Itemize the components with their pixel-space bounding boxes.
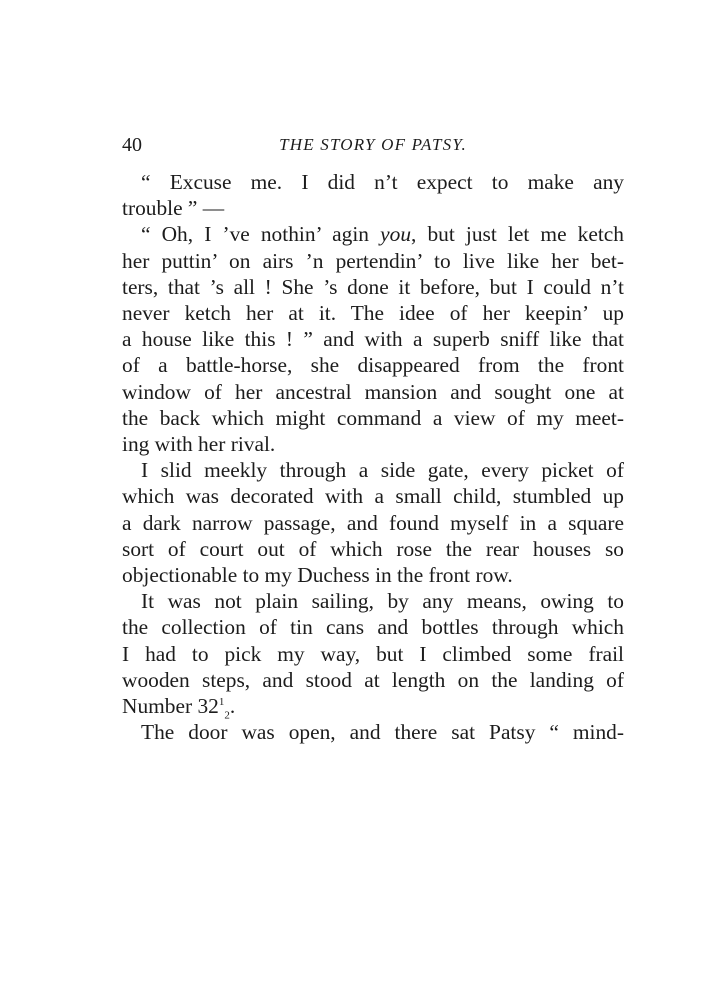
text-segment: . (229, 694, 236, 719)
text-line (122, 221, 624, 247)
running-head (122, 130, 624, 160)
text-line: “ Excuse me. I did n’t expect to make any (141, 170, 624, 194)
text-line: ters, that ’s all ! She ’s done it before, but I could n’t (122, 274, 624, 299)
text-line: I had to pick my way, but I climbed some frail (122, 641, 624, 666)
text-line: trouble ” — (122, 196, 225, 221)
text-line: ing with her rival. (122, 432, 276, 457)
text-line: sort of court out of which rose the rear houses so (122, 536, 624, 561)
text-line: her puttin’ on airs ’n pertendin’ to live like her bet- (122, 248, 624, 273)
text-segment: “ Oh, I ’ve nothin’ agin (141, 222, 381, 247)
text-line: never ketch her at it. The idee of her keepin’ up (122, 301, 624, 326)
text-line: I slid meekly through a side gate, every picket of (141, 458, 624, 483)
text-line (122, 693, 624, 722)
text-line: objectionable to my Duchess in the front row. (122, 563, 513, 588)
paragraph-2 (122, 221, 624, 457)
text-segment: , but just let me ketch (411, 222, 624, 247)
text-line: wooden steps, and stood at length on the landing of (122, 667, 624, 692)
text-line: of a battle-horse, she disappeared from the front (122, 353, 624, 378)
paragraph-5 (122, 719, 624, 745)
fraction-numerator: 1 (218, 695, 225, 708)
fraction-denominator: 2 (224, 709, 230, 722)
paragraph-3 (122, 457, 624, 588)
paragraph-1 (122, 169, 624, 221)
text-line: window of her ancestral mansion and sought one at (122, 379, 624, 404)
text-line: It was not plain sailing, by any means, owing to (141, 589, 624, 614)
text-line: which was decorated with a small child, stumbled up (122, 484, 624, 509)
text-line: a dark narrow passage, and found myself in a square (122, 510, 624, 535)
text-line: the collection of tin cans and bottles through which (122, 615, 624, 640)
page-number: 40 (122, 134, 142, 156)
running-title: THE STORY OF PATSY. (279, 135, 467, 154)
italic-word: you (380, 222, 412, 247)
text-line: the back which might command a view of my meet- (122, 405, 624, 430)
text-line: a house like this ! ” and with a superb sniff like that (122, 327, 624, 352)
body-text (122, 169, 624, 745)
paragraph-4 (122, 588, 624, 722)
text-segment: Number 32 (122, 694, 219, 719)
text-line: The door was open, and there sat Patsy “ mind- (141, 720, 624, 745)
